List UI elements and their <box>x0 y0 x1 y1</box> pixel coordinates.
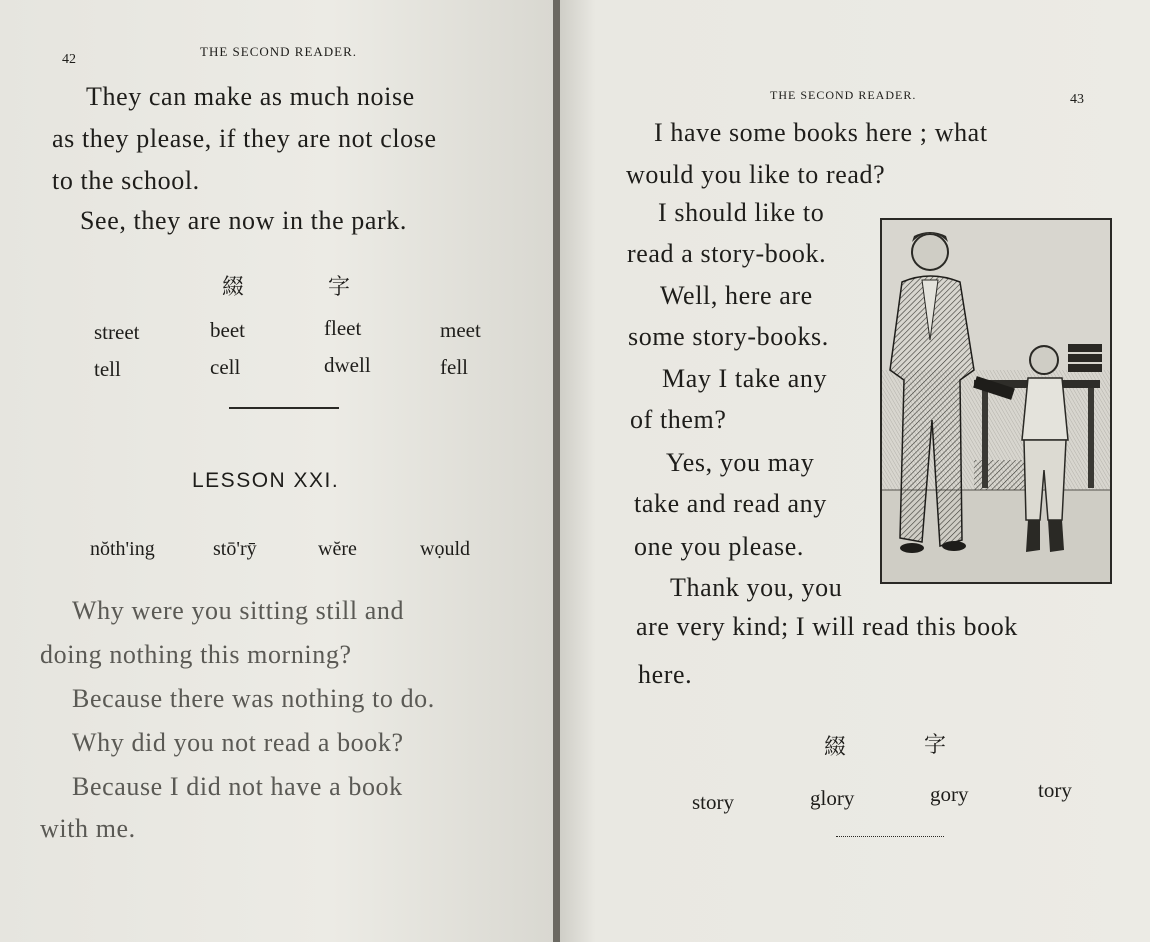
spelling-word: tell <box>94 357 121 381</box>
text-line: They can make as much noise <box>86 82 415 111</box>
text-line: with me. <box>40 814 136 843</box>
text-line: Why did you not read a book? <box>72 728 404 757</box>
running-head: THE SECOND READER. <box>200 44 358 59</box>
text-line: Thank you, you <box>670 573 843 602</box>
pronunciation-word: wọuld <box>420 538 470 560</box>
text-line: read a story-book. <box>627 239 827 268</box>
spelling-word: gory <box>930 782 969 806</box>
text-line: I have some books here ; what <box>654 118 988 147</box>
spelling-word: story <box>692 790 734 814</box>
text-line: May I take any <box>662 364 828 393</box>
text-line: Because I did not have a book <box>72 772 403 801</box>
text-line: Why were you sitting still and <box>72 596 405 625</box>
text-line: Yes, you may <box>666 448 815 477</box>
spelling-word: fell <box>440 355 468 379</box>
spelling-word: tory <box>1038 778 1072 802</box>
text-line: I should like to <box>658 198 825 227</box>
text-line: doing nothing this morning? <box>40 640 352 669</box>
page-number: 42 <box>62 52 76 67</box>
section-divider <box>229 407 339 409</box>
text-line: as they please, if they are not close <box>52 124 437 153</box>
pronunciation-word: stō'rȳ <box>213 538 257 560</box>
left-page <box>0 0 553 942</box>
spelling-word: beet <box>210 318 245 342</box>
text-line: Because there was nothing to do. <box>72 684 435 713</box>
text-line: would you like to read? <box>626 160 886 189</box>
text-line: to the school. <box>52 166 200 195</box>
text-line: take and read any <box>634 489 827 518</box>
spelling-heading-char: 綴 <box>824 734 847 759</box>
spelling-word: street <box>94 320 140 344</box>
spelling-word: meet <box>440 318 481 342</box>
book-gutter <box>553 0 560 942</box>
text-line: one you please. <box>634 532 805 561</box>
spelling-word: dwell <box>324 353 371 377</box>
pronunciation-word: nŏth'ing <box>90 538 155 560</box>
text-line: of them? <box>630 405 727 434</box>
section-divider <box>836 835 944 837</box>
running-head: THE SECOND READER. <box>770 88 917 102</box>
spelling-heading-char: 字 <box>924 732 947 757</box>
illustration-teacher-and-boy <box>880 218 1112 584</box>
engraving-image <box>882 220 1110 582</box>
spelling-word: cell <box>210 355 241 379</box>
text-line: here. <box>638 660 693 689</box>
text-line: some story-books. <box>628 322 829 351</box>
text-line: See, they are now in the park. <box>80 206 408 235</box>
spelling-heading-char: 字 <box>328 274 351 299</box>
spelling-word: glory <box>810 786 855 810</box>
spelling-word: fleet <box>324 316 362 340</box>
text-line: are very kind; I will read this book <box>636 612 1018 641</box>
spelling-heading-char: 綴 <box>222 274 245 299</box>
page-number: 43 <box>1070 92 1084 107</box>
text-line: Well, here are <box>660 281 813 310</box>
lesson-title: LESSON XXI. <box>192 469 340 492</box>
pronunciation-word: wĕre <box>318 538 357 560</box>
